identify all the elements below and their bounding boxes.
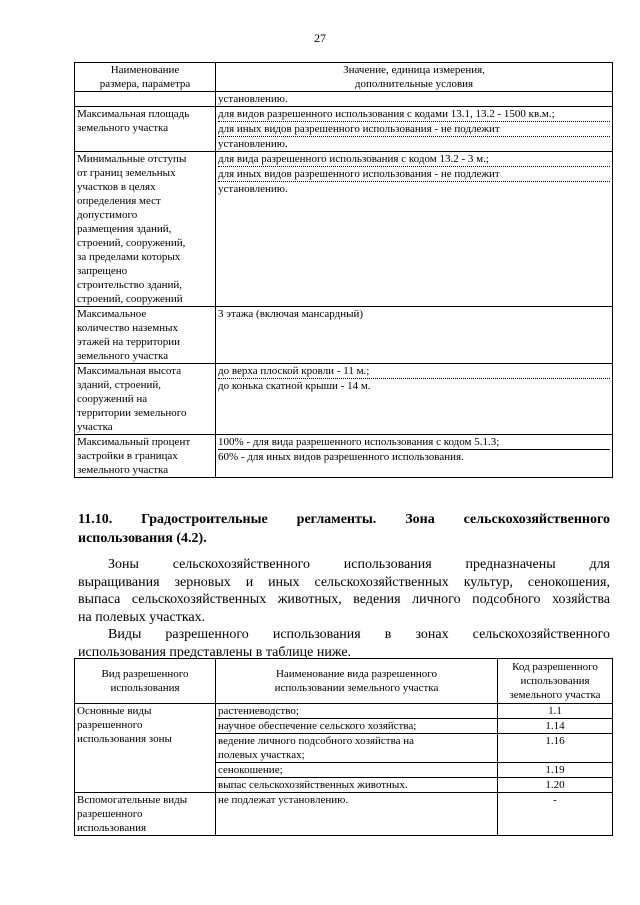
param-line: определения мест: [77, 195, 161, 207]
table-header-row: [75, 63, 613, 92]
land-use-table: [74, 658, 613, 836]
param-line: Максимальный процент: [77, 436, 191, 448]
kind-line: разрешенного: [77, 808, 143, 820]
heading-line: 11.10. Градостроительные регламенты. Зона сельскохозяйственного: [78, 512, 610, 527]
param-line: Максимальная площадь: [77, 108, 190, 120]
param-line: запрещено: [77, 265, 128, 277]
value-line: до верха плоской кровли - 11 м.;: [218, 364, 610, 379]
value-line: установлению.: [218, 183, 288, 195]
param-line: строений, сооружений,: [77, 237, 186, 249]
table-row: [75, 92, 613, 107]
value-line: 60% - для иных видов разрешенного использования.: [218, 451, 464, 463]
section-heading: [78, 510, 610, 548]
paragraph-line: выращивания зерновых и иных сельскохозяйственных культур, сенокошения,: [78, 574, 610, 590]
param-line: земельного участка: [77, 122, 169, 134]
param-line: Минимальные отступы: [77, 153, 187, 165]
value-cell: [216, 92, 613, 107]
header-code: [498, 659, 613, 704]
param-line: Максимальная высота: [77, 365, 182, 377]
header-line: земельного участка: [509, 689, 601, 701]
value-line: 3 этажа (включая мансардный): [218, 308, 364, 320]
kind-line: Основные виды: [77, 705, 152, 717]
param-line: размещения зданий,: [77, 223, 172, 235]
param-line: земельного участка: [77, 350, 169, 362]
table-row: [75, 307, 613, 364]
header-line: Наименование: [110, 64, 180, 76]
paragraph-line: Виды разрешенного использования в зонах сельскохозяйственного: [108, 627, 610, 642]
use-name-cell: [216, 763, 498, 778]
use-name-cell: [216, 719, 498, 734]
use-name-cell: [216, 778, 498, 793]
use-name-cell: [216, 734, 498, 763]
paragraph-line: выпаса сельскохозяйственных животных, ведения личного подсобного хозяйства: [78, 592, 610, 607]
kind-line: разрешенного: [77, 719, 143, 731]
param-cell: [75, 152, 216, 307]
use-code-cell: -: [498, 793, 613, 836]
param-line: строительство зданий,: [77, 279, 182, 291]
use-name: полевых участках;: [218, 749, 305, 761]
value-line: установлению.: [218, 93, 288, 105]
value-cell: [216, 107, 613, 152]
param-line: земельного участка: [77, 464, 169, 476]
param-line: участка: [77, 421, 113, 433]
header-line: размера, параметра: [99, 78, 191, 90]
use-name-cell: [216, 704, 498, 719]
use-code-cell: 1.16: [498, 734, 613, 763]
header-param: [75, 63, 216, 92]
use-name: сенокошение;: [218, 764, 283, 776]
param-cell: [75, 364, 216, 435]
header-line: Вид разрешенного: [101, 668, 189, 680]
kind-line: использования зоны: [77, 733, 172, 745]
use-name: научное обеспечение сельского хозяйства;: [218, 720, 417, 732]
paragraph-intro: [78, 626, 610, 661]
table-row: [75, 107, 613, 152]
kind-line: Вспомогательные виды: [77, 794, 188, 806]
value-line: для иных видов разрешенного использования - не подлежит: [218, 167, 610, 182]
paragraph-line: Зоны сельскохозяйственного использования предназначены для: [108, 557, 610, 572]
use-code-cell: 1.1: [498, 704, 613, 719]
param-line: допустимого: [77, 209, 138, 221]
value-line: 100% - для вида разрешенного использования с кодом 5.1.3;: [218, 435, 610, 450]
use-code-cell: 1.14: [498, 719, 613, 734]
param-line: застройки в границах: [77, 450, 178, 462]
param-line: участков в целях: [77, 181, 156, 193]
value-line: для вида разрешенного использования с кодом 13.2 - 3 м.;: [218, 152, 610, 167]
value-cell: [216, 152, 613, 307]
use-code-cell: 1.20: [498, 778, 613, 793]
value-line: для видов разрешенного использования с кодами 13.1, 13.2 - 1500 кв.м.;: [218, 107, 610, 122]
header-name: [216, 659, 498, 704]
header-line: Наименование вида разрешенного: [275, 668, 438, 680]
param-cell: [75, 435, 216, 478]
use-name: растениеводство;: [218, 705, 299, 717]
paragraph-purpose: [78, 556, 610, 626]
param-line: зданий, строений,: [77, 379, 162, 391]
use-name: ведение личного подсобного хозяйства на: [218, 735, 415, 747]
heading-line: использования (4.2).: [78, 531, 207, 546]
value-line: установлению.: [218, 138, 288, 150]
param-line: Максимальное: [77, 308, 147, 320]
table-row: [75, 435, 613, 478]
header-line: Код разрешенного: [512, 661, 598, 673]
kind-cell: [75, 793, 216, 836]
use-name-cell: [216, 793, 498, 836]
header-value: [216, 63, 613, 92]
param-line: от границ земельных: [77, 167, 176, 179]
table-header-row: [75, 659, 613, 704]
header-line: дополнительные условия: [354, 78, 474, 90]
header-line: использовании земельного участка: [274, 682, 439, 694]
header-line: использования: [520, 675, 590, 687]
page-number: 27: [314, 31, 326, 45]
kind-line: использования: [77, 822, 147, 834]
value-cell: [216, 307, 613, 364]
header-line: использования: [110, 682, 180, 694]
header-kind: [75, 659, 216, 704]
paragraph-line: на полевых участках.: [78, 609, 206, 625]
value-cell: [216, 435, 613, 478]
table-row: [75, 364, 613, 435]
param-line: количество наземных: [77, 322, 178, 334]
param-line: строений, сооружений: [77, 293, 183, 305]
use-name: не подлежат установлению.: [218, 794, 349, 806]
table-row: [75, 152, 613, 307]
param-cell: [75, 107, 216, 152]
table-row: [75, 704, 613, 719]
use-code-cell: 1.19: [498, 763, 613, 778]
value-cell: [216, 364, 613, 435]
kind-cell: [75, 704, 216, 793]
param-line: территории земельного: [77, 407, 187, 419]
param-line: этажей на территории: [77, 336, 181, 348]
paragraph-line: использования представлены в таблице ниже.: [78, 644, 352, 660]
param-line: за пределами которых: [77, 251, 181, 263]
param-line: сооружений на: [77, 393, 148, 405]
header-line: Значение, единица измерения,: [343, 64, 485, 76]
value-line: до конька скатной крыши - 14 м.: [218, 380, 371, 392]
use-name: выпас сельскохозяйственных животных.: [218, 779, 408, 791]
value-line: для иных видов разрешенного использования - не подлежит: [218, 122, 610, 137]
table-row: [75, 793, 613, 836]
parameters-table: [74, 62, 613, 478]
param-cell: [75, 307, 216, 364]
param-cell: [75, 92, 216, 107]
